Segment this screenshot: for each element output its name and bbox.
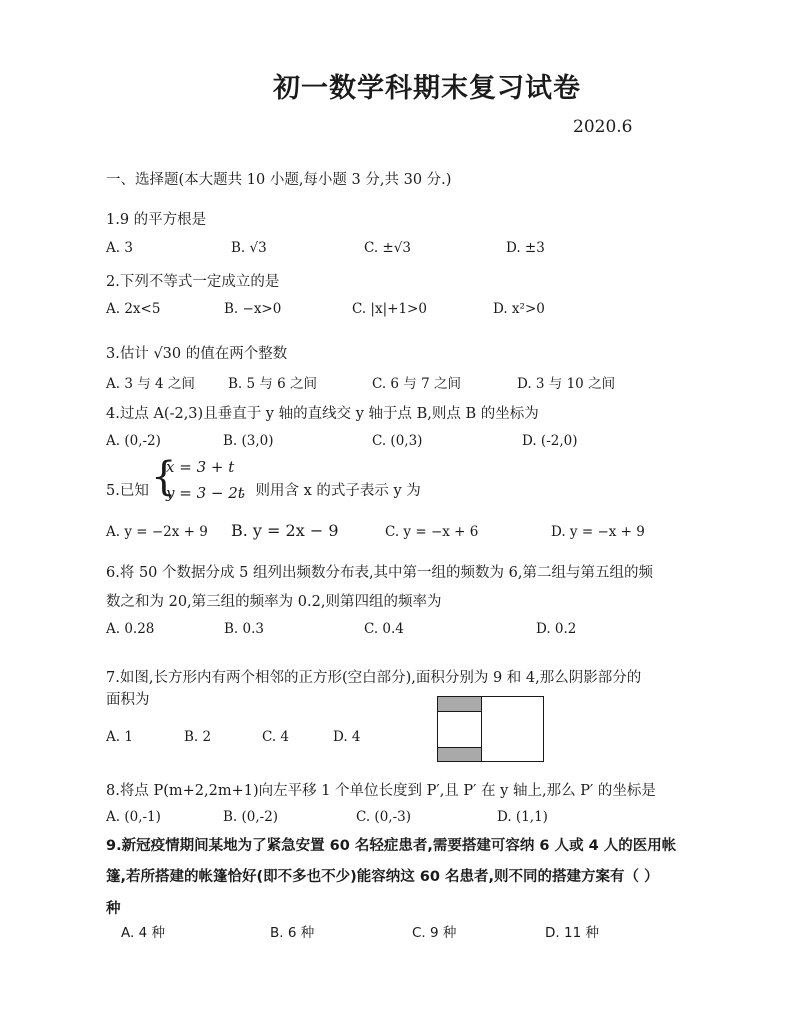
- question-1: 1.9 的平方根是: [106, 212, 207, 228]
- q7-option-d: D. 4: [333, 729, 361, 745]
- q3-option-d: D. 3 与 10 之间: [517, 376, 616, 392]
- q1-option-c: C. ±√3: [364, 240, 411, 256]
- question-5-prefix: 5.已知: [106, 483, 149, 499]
- q1-option-a: A. 3: [106, 240, 133, 256]
- q8-option-d: D. (1,1): [497, 809, 548, 825]
- q7-option-c: C. 4: [262, 729, 290, 745]
- q5-option-b: B. y = 2x − 9: [231, 521, 339, 540]
- q5-equation-1: x = 3 + t: [166, 458, 235, 476]
- q2-option-a: A. 2x<5: [106, 301, 161, 317]
- question-7-line-1: 7.如图,长方形内有两个相邻的正方形(空白部分),面积分别为 9 和 4,那么阴影部分的: [106, 670, 642, 686]
- q6-option-b: B. 0.3: [224, 621, 264, 637]
- system-brace: {: [151, 454, 177, 500]
- q2-option-c: C. |x|+1>0: [352, 301, 427, 317]
- question-3: 3.估计 √30 的值在两个整数: [106, 346, 288, 362]
- shaded-region-top: [438, 697, 481, 712]
- q3-option-a: A. 3 与 4 之间: [106, 376, 195, 392]
- q5-equation-2: y = 3 − 2t: [166, 484, 244, 502]
- q8-option-a: A. (0,-1): [106, 809, 161, 825]
- q7-option-a: A. 1: [106, 729, 133, 745]
- question-6-line-2: 数之和为 20,第三组的频率为 0.2,则第四组的频率为: [106, 594, 442, 610]
- q2-option-b: B. −x>0: [224, 301, 282, 317]
- q5-option-c: C. y = −x + 6: [385, 524, 479, 540]
- q4-option-c: C. (0,3): [372, 433, 423, 449]
- q3-option-c: C. 6 与 7 之间: [372, 376, 461, 392]
- q4-option-d: D. (-2,0): [522, 433, 578, 449]
- question-9-line-3: 种: [106, 901, 121, 917]
- q1-option-d: D. ±3: [506, 240, 545, 256]
- q1-option-b: B. √3: [231, 240, 267, 256]
- section-heading: 一、选择题(本大题共 10 小题,每小题 3 分,共 30 分.): [106, 172, 452, 188]
- q3-option-b: B. 5 与 6 之间: [228, 376, 318, 392]
- q6-option-c: C. 0.4: [364, 621, 404, 637]
- question-5-suffix: ，则用含 x 的式子表示 y 为: [241, 483, 421, 499]
- q8-option-b: B. (0,-2): [223, 809, 279, 825]
- question-6-line-1: 6.将 50 个数据分成 5 组列出频数分布表,其中第一组的频数为 6,第二组与第五组的频: [106, 565, 653, 581]
- exam-date: 2020.6: [573, 117, 633, 137]
- q9-option-a: A. 4 种: [121, 925, 165, 941]
- q6-option-d: D. 0.2: [536, 621, 577, 637]
- q8-option-c: C. (0,-3): [356, 809, 411, 825]
- question-4: 4.过点 A(-2,3)且垂直于 y 轴的直线交 y 轴于点 B,则点 B 的坐标为: [106, 406, 539, 422]
- q9-option-c: C. 9 种: [412, 925, 457, 941]
- small-square-column: [438, 697, 482, 761]
- q2-option-d: D. x²>0: [493, 301, 545, 317]
- q4-option-a: A. (0,-2): [106, 433, 161, 449]
- question-8: 8.将点 P(m+2,2m+1)向左平移 1 个单位长度到 P′,且 P′ 在 y 轴上,那么 P′ 的坐标是: [106, 783, 656, 799]
- question-7-line-2: 面积为: [106, 692, 150, 708]
- q5-option-a: A. y = −2x + 9: [106, 524, 208, 540]
- question-9-line-2: 篷,若所搭建的帐篷恰好(即不多也不少)能容纳这 60 名患者,则不同的搭建方案有（ ）: [106, 869, 659, 885]
- q6-option-a: A. 0.28: [106, 621, 155, 637]
- q7-option-b: B. 2: [184, 729, 212, 745]
- rectangle-figure: [437, 696, 544, 762]
- q4-option-b: B. (3,0): [223, 433, 274, 449]
- question-2: 2.下列不等式一定成立的是: [106, 274, 280, 290]
- question-9-line-1: 9.新冠疫情期间某地为了紧急安置 60 名轻症患者,需要搭建可容纳 6 人或 4 人的医用帐: [106, 838, 677, 854]
- q5-option-d: D. y = −x + 9: [551, 524, 645, 540]
- q9-option-d: D. 11 种: [545, 925, 599, 941]
- shaded-region-bottom: [438, 747, 481, 761]
- q9-option-b: B. 6 种: [270, 925, 315, 941]
- page-title: 初一数学科期末复习试卷: [273, 73, 581, 104]
